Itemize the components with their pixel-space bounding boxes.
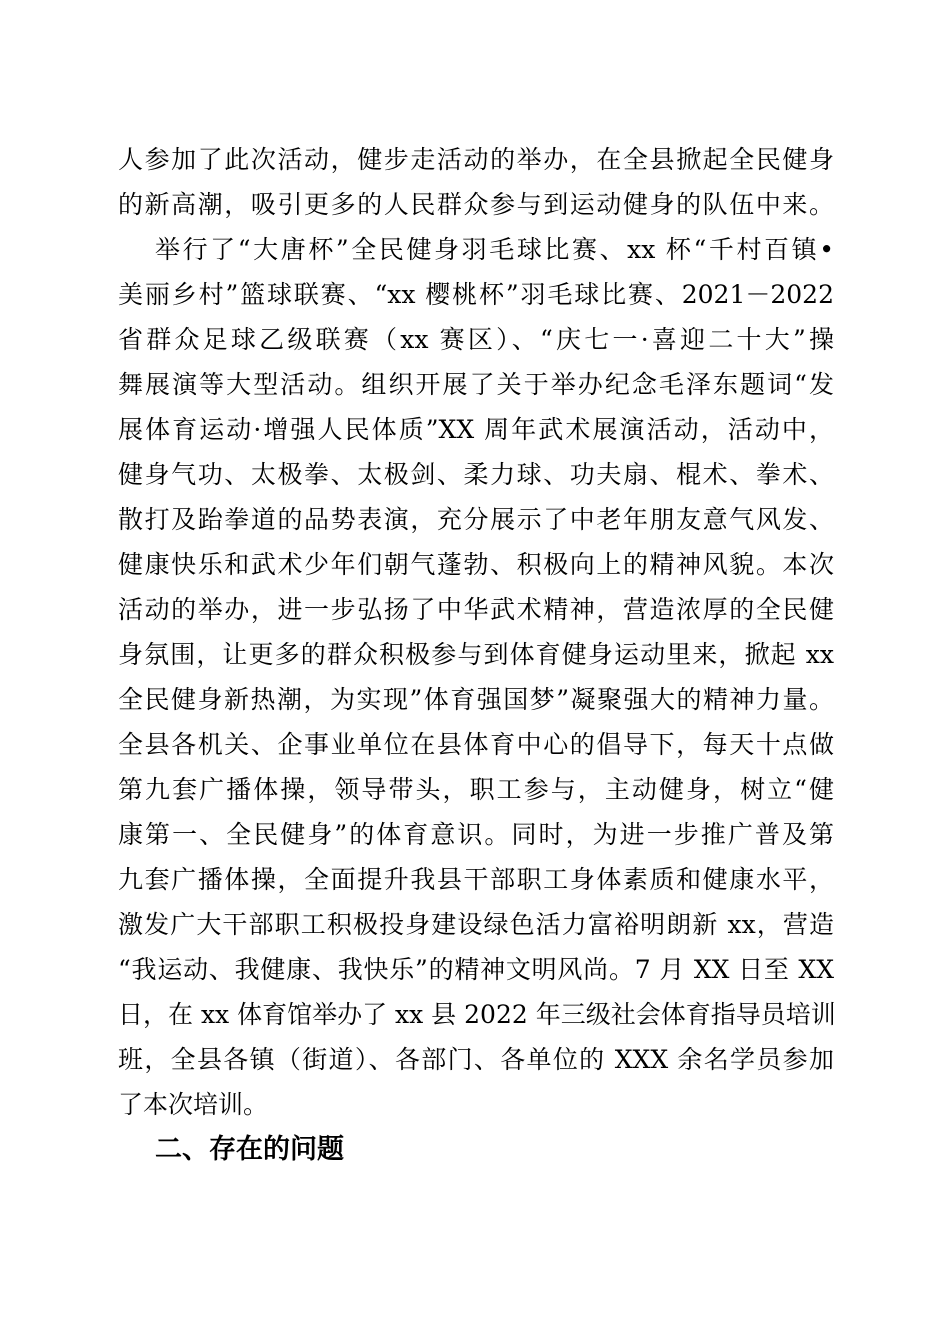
text-line: 激发广大干部职工积极投身建设绿色活力富裕明朗新 xx，营造 (118, 910, 834, 939)
text-line: 日，在 xx 体育馆举办了 xx 县 2022 年三级社会体育指导员培训 (118, 1000, 836, 1029)
text-line: 展体育运动·增强人民体质”XX 周年武术展演活动，活动中， (118, 415, 834, 444)
text-line: 散打及跆拳道的品势表演，充分展示了中老年朋友意气风发、 (118, 505, 834, 534)
text-line: 省群众足球乙级联赛（xx 赛区）、“庆七一·喜迎二十大”操 (118, 325, 834, 354)
text-line: 美丽乡村”篮球联赛、“xx 樱桃杯”羽毛球比赛、2021－2022 (118, 280, 834, 309)
text-line: 康第一、全民健身”的体育意识。同时，为进一步推广普及第 (118, 820, 834, 849)
text-line: 班，全县各镇（街道）、各部门、各单位的 XXX 余名学员参加 (118, 1045, 834, 1074)
text-line: 健身气功、太极拳、太极剑、柔力球、功夫扇、棍术、拳术、 (118, 460, 834, 489)
text-line: 九套广播体操，全面提升我县干部职工身体素质和健康水平， (118, 865, 834, 894)
text-line: 全民健身新热潮，为实现”体育强国梦”凝聚强大的精神力量。 (118, 685, 834, 714)
section-heading: 二、存在的问题 (155, 1134, 344, 1165)
text-line: 的新高潮，吸引更多的人民群众参与到运动健身的队伍中来。 (118, 190, 834, 219)
text-line: 全县各机关、企事业单位在县体育中心的倡导下，每天十点做 (118, 730, 834, 759)
text-line: 身氛围，让更多的群众积极参与到体育健身运动里来，掀起 xx (118, 640, 834, 669)
text-block (118, 137, 834, 1172)
text-line: 活动的举办，进一步弘扬了中华武术精神，营造浓厚的全民健 (118, 595, 834, 624)
text-line: 舞展演等大型活动。组织开展了关于举办纪念毛泽东题词“发 (118, 370, 834, 399)
text-line: 举行了“大唐杯”全民健身羽毛球比赛、xx 杯“千村百镇• (155, 235, 834, 264)
text-line: 第九套广播体操，领导带头，职工参与，主动健身，树立“健 (118, 775, 834, 804)
text-line: 健康快乐和武术少年们朝气蓬勃、积极向上的精神风貌。本次 (118, 550, 834, 579)
text-line: 了本次培训。 (118, 1090, 269, 1119)
text-line: “我运动、我健康、我快乐”的精神文明风尚。7 月 XX 日至 XX (118, 955, 834, 984)
body-lines (118, 137, 834, 1127)
text-line: 人参加了此次活动，健步走活动的举办，在全县掀起全民健身 (118, 145, 834, 174)
